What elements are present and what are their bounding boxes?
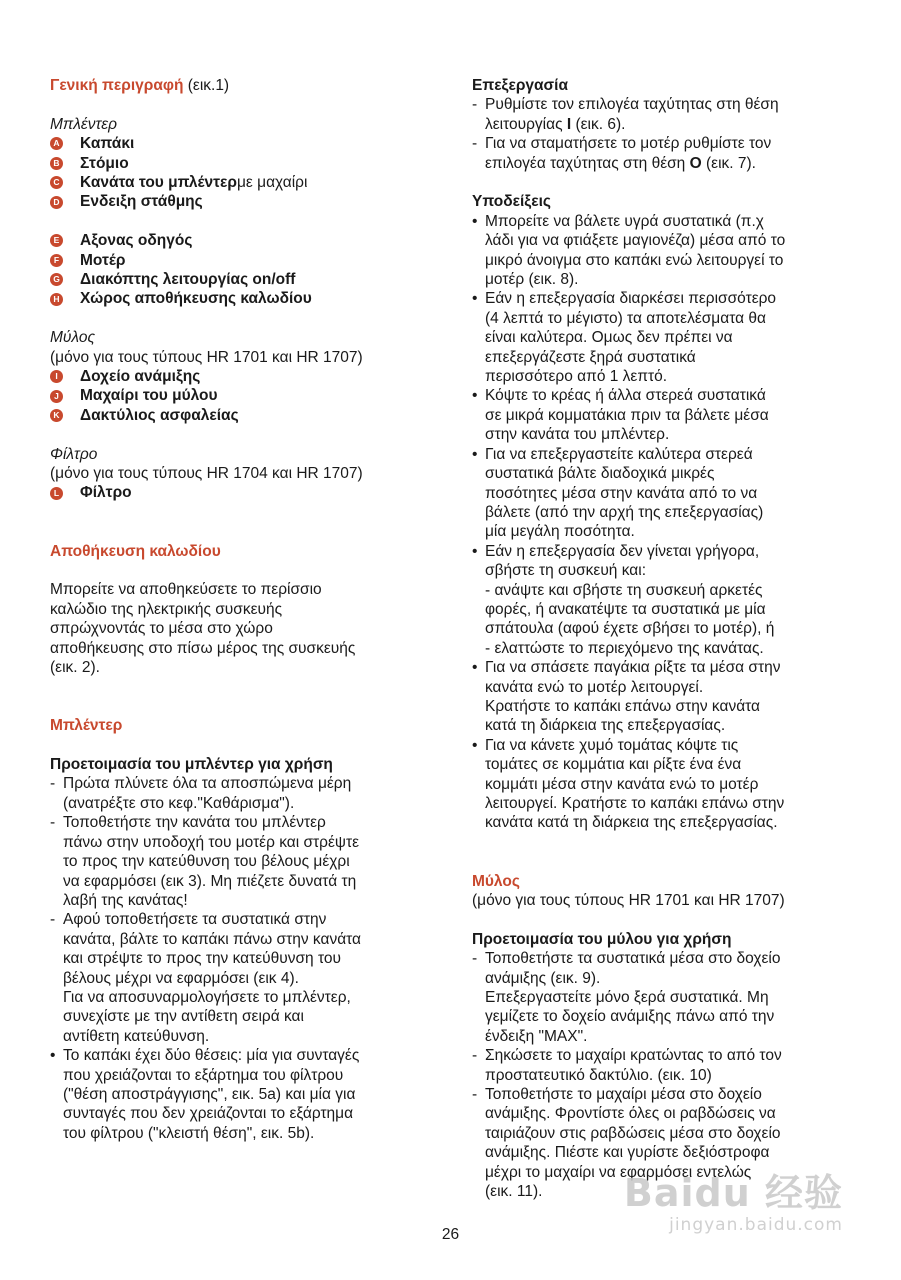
text-line: ένδειξη "MAX". xyxy=(485,1027,588,1045)
text-line: λάδι για να φτιάξετε μαγιονέζα) μέσα από το xyxy=(485,232,786,250)
bullet-marker: • xyxy=(472,387,478,405)
dash-marker: - xyxy=(472,1086,478,1104)
text-line: σε μικρά κομματάκια πριν τα βάλετε μέσα xyxy=(485,406,769,424)
text-line: μία μεγάλη ποσότητα. xyxy=(485,523,635,541)
mill-prep-heading: Προετοιμασία του μύλου για χρήση xyxy=(472,930,732,948)
tip-item xyxy=(472,658,857,736)
text-line: στην κανάτα του μπλέντερ. xyxy=(485,426,670,444)
mill-step xyxy=(472,949,857,1046)
tip-item xyxy=(472,212,857,290)
legend-item xyxy=(50,406,450,425)
legend-part-name: Κανάτα του μπλέντερ xyxy=(80,174,237,192)
text-line: ανάμιξης (εικ. 9). xyxy=(485,969,601,987)
text-line: Πρώτα πλύνετε όλα τα αποσπώμενα μέρη xyxy=(63,775,352,793)
text-line: αντίθετη κατεύθυνση. xyxy=(63,1027,210,1045)
text-line: το προς την κατεύθυνση του βέλους μέχρι xyxy=(63,853,350,871)
tip-item xyxy=(472,542,857,658)
text-line: ανάμιξης. Πιέστε και γυρίστε δεξιόστροφα xyxy=(485,1144,770,1162)
letter-badge: J xyxy=(50,390,63,403)
text-line: ποσότητες μέσα στην κανάτα από το να xyxy=(485,484,758,502)
text-line: βέλους μέχρι να εφαρμόσει (εικ 4). xyxy=(63,969,299,987)
legend-item xyxy=(50,289,450,308)
instruction-item xyxy=(50,910,450,1046)
text-line: Για να σπάσετε παγάκια ρίξτε τα μέσα στην xyxy=(485,659,781,677)
letter-badge: F xyxy=(50,254,63,267)
bullet-marker: • xyxy=(472,212,478,230)
parts-list-a xyxy=(50,134,450,212)
list-marker: • xyxy=(50,1047,56,1065)
text-line: πάνω στην υποδοχή του μοτέρ και στρέψτε xyxy=(63,833,359,851)
text-line: τομάτες σε κομμάτια και ρίξτε ένα ένα xyxy=(485,756,742,774)
dash-marker: - xyxy=(472,950,478,968)
dash-marker: - xyxy=(472,1047,478,1065)
text-line: να εφαρμόσει (εικ 3). Μη πιέζετε δυνατά τη xyxy=(63,872,357,890)
watermark-url: jingyan.baidu.com xyxy=(669,1215,843,1235)
text-line: αποθήκευσης στο πίσω μέρος της συσκευής xyxy=(50,639,356,657)
text-line: συνεχίστε με την αντίθετη σειρά και xyxy=(63,1008,304,1026)
filter-note: (μόνο για τους τύπους HR 1704 και HR 1707) xyxy=(50,465,363,483)
filter-subtitle: Φίλτρο xyxy=(50,445,98,463)
text-line: Τοποθετήστε τα συστατικά μέσα στο δοχείο xyxy=(485,950,781,968)
legend-item xyxy=(50,386,450,405)
text-line: Αφού τοποθετήσετε τα συστατικά στην xyxy=(63,911,327,929)
text-line: λειτουργεί. Κρατήστε το καπάκι επάνω στην xyxy=(485,795,785,813)
text-line: Τοποθετήστε την κανάτα του μπλέντερ xyxy=(63,814,326,832)
legend-item xyxy=(50,483,450,502)
letter-badge: C xyxy=(50,176,63,189)
text-line: - ανάψτε και σβήστε τη συσκευή αρκετές xyxy=(485,581,763,599)
legend-part-name: Χώρος αποθήκευσης καλωδίου xyxy=(80,290,312,308)
letter-badge: K xyxy=(50,409,63,422)
right-column xyxy=(472,76,857,1202)
text-line: βάλετε (από την αρχή της επεξεργασίας) xyxy=(485,503,764,521)
text-line: Μπορείτε να αποθηκεύσετε το περίσσιο xyxy=(50,581,322,599)
text-line: μικρό άνοιγμα στο καπάκι ενώ λειτουργεί το xyxy=(485,251,784,269)
text-line: μοτέρ (εικ. 8). xyxy=(485,271,579,289)
legend-item xyxy=(50,134,450,153)
text-line: Για να κάνετε χυμό τομάτας κόψτε τις xyxy=(485,736,739,754)
text-line: είναι καλύτερα. Ομως δεν πρέπει να xyxy=(485,329,733,347)
legend-item xyxy=(50,154,450,173)
legend-part-name: Φίλτρο xyxy=(80,484,132,502)
text-line: κομμάτι μέσα στην κανάτα ενώ το μοτέρ xyxy=(485,775,759,793)
text-line: κατά τη διάρκεια της επεξεργασίας. xyxy=(485,717,726,735)
text-line: Μπορείτε να βάλετε υγρά συστατικά (π.χ xyxy=(485,212,764,230)
letter-badge: G xyxy=(50,273,63,286)
tip-item xyxy=(472,386,857,444)
instruction-item xyxy=(50,813,450,910)
mill-heading: Μύλος xyxy=(472,872,520,890)
bullet-marker: • xyxy=(472,445,478,463)
legend-item xyxy=(50,173,450,192)
text-line: Κρατήστε το καπάκι επάνω στην κανάτα xyxy=(485,697,761,715)
letter-badge: I xyxy=(50,370,63,383)
text-line: και στρέψτε το προς την κατεύθυνση του xyxy=(63,950,341,968)
letter-badge: A xyxy=(50,137,63,150)
legend-part-name: Καπάκι xyxy=(80,135,135,153)
text-line: ανάμιξης. Φροντίστε όλες οι ραβδώσεις να xyxy=(485,1105,776,1123)
text-line: κανάτα, βάλτε το καπάκι πάνω στην κανάτα xyxy=(63,930,362,948)
text-line: γεμίζετε το δοχείο ανάμιξης πάνω από την xyxy=(485,1008,775,1026)
text-line: επεξεργάζεστε ξηρά συστατικά xyxy=(485,348,696,366)
text-line: σβήστε τη συσκευή και: xyxy=(485,562,647,580)
text-line: προστατευτικό δακτύλιο. (εικ. 10) xyxy=(485,1066,712,1084)
legend-item xyxy=(50,367,450,386)
text-line: κανάτα κατά τη διάρκεια της επεξεργασίας. xyxy=(485,814,778,832)
blender-subtitle: Μπλέντερ xyxy=(50,115,117,133)
text-line: μέχρι το μαχαίρι να εφαρμόσει εντελώς xyxy=(485,1163,752,1181)
list-marker: - xyxy=(50,911,56,929)
legend-item xyxy=(50,231,450,250)
bullet-marker: • xyxy=(472,542,478,560)
legend-item xyxy=(50,270,450,289)
watermark-logo: Baidu 经验 xyxy=(623,1171,843,1215)
letter-badge: L xyxy=(50,487,63,500)
legend-item xyxy=(50,192,450,211)
text-line: (εικ. 2). xyxy=(50,659,100,677)
text-line: περισσότερο από 1 λεπτό. xyxy=(485,368,668,386)
left-column xyxy=(50,76,450,1143)
legend-part-name: Ενδειξη στάθμης xyxy=(80,193,203,211)
legend-item xyxy=(50,251,450,270)
mill-subtitle: Μύλος xyxy=(50,329,96,347)
blender-prep-list xyxy=(50,774,450,1143)
text-line: που χρειάζονται το εξάρτημα του φίλτρου xyxy=(63,1066,344,1084)
legend-part-name: Μαχαίρι του μύλου xyxy=(80,387,218,405)
processing-step: - Για να σταματήσετε το μοτέρ ρυθμίστε τον επιλογέα ταχύτητας στη θέση O (εικ. 7). xyxy=(472,135,772,172)
text-line: (4 λεπτά το μέγιστο) τα αποτελέσματα θα xyxy=(485,309,766,327)
parts-list-d xyxy=(50,483,450,502)
letter-badge: E xyxy=(50,234,63,247)
text-line: Επεξεργαστείτε μόνο ξερά συστατικά. Μη xyxy=(485,989,769,1007)
bullet-marker: • xyxy=(472,290,478,308)
text-line: σπρώχνοντάς το μέσα στο χώρο xyxy=(50,620,273,638)
letter-badge: D xyxy=(50,196,63,209)
text-line: συνταγές που δεν χρειάζονται το εξάρτημα xyxy=(63,1105,354,1123)
tips-list xyxy=(472,212,857,833)
letter-badge: B xyxy=(50,157,63,170)
mill-note-right: (μόνο για τους τύπους HR 1701 και HR 1707) xyxy=(472,892,785,910)
legend-part-name: Δακτύλιος ασφαλείας xyxy=(80,406,239,424)
text-line: κανάτα ενώ το μοτέρ λειτουργεί. xyxy=(485,678,704,696)
tips-heading: Υποδείξεις xyxy=(472,193,551,211)
tip-item xyxy=(472,289,857,386)
tip-item xyxy=(472,445,857,542)
text-line: - ελαττώστε το περιεχόμενο της κανάτας. xyxy=(485,639,764,657)
text-line: συστατικά βάλτε διαδοχικά μικρές xyxy=(485,465,715,483)
legend-part-name: Διακόπτης λειτουργίας on/off xyxy=(80,271,296,289)
mill-step xyxy=(472,1046,857,1085)
text-line: του φίλτρου ("κλειστή θέση", εικ. 5b). xyxy=(63,1124,315,1142)
cord-storage-heading: Αποθήκευση καλωδίου xyxy=(50,542,221,560)
blender-heading: Μπλέντερ xyxy=(50,717,123,735)
text-line: Εάν η επεξεργασία δεν γίνεται γρήγορα, xyxy=(485,542,760,560)
text-line: λαβή της κανάτας! xyxy=(63,891,188,909)
legend-part-name: Δοχείο ανάμιξης xyxy=(80,368,201,386)
list-marker: - xyxy=(50,775,56,793)
text-line: Εάν η επεξεργασία διαρκέσει περισσότερο xyxy=(485,290,777,308)
instruction-item xyxy=(50,774,450,813)
text-line: Κόψτε το κρέας ή άλλα στερεά συστατικά xyxy=(485,387,766,405)
text-line: Για να αποσυναρμολογήσετε το μπλέντερ, xyxy=(63,988,351,1006)
general-description-heading: Γενική περιγραφή (εικ.1) xyxy=(50,77,230,94)
parts-list-b xyxy=(50,231,450,309)
legend-part-name: Μοτέρ xyxy=(80,251,126,269)
cord-storage-text xyxy=(50,580,450,677)
processing-heading: Επεξεργασία xyxy=(472,77,568,94)
tip-item xyxy=(472,736,857,833)
text-line: Για να επεξεργαστείτε καλύτερα στερεά xyxy=(485,445,753,463)
text-line: φορές, ή ανακατέψτε τα συστατικά με μία xyxy=(485,600,766,618)
watermark xyxy=(624,1162,843,1235)
text-line: καλώδιο της ηλεκτρικής συσκευής xyxy=(50,600,283,618)
text-line: ταιριάζουν στις ραβδώσεις μέσα στο δοχείο xyxy=(485,1124,781,1142)
blender-prep-heading: Προετοιμασία του μπλέντερ για χρήση xyxy=(50,756,333,774)
text-line: Το καπάκι έχει δύο θέσεις: μία για συνταγές xyxy=(63,1047,360,1065)
mill-note: (μόνο για τους τύπους HR 1701 και HR 1707) xyxy=(50,348,363,366)
text-line: (ανατρέξτε στο κεφ."Καθάρισμα"). xyxy=(63,794,295,812)
legend-part-name: Αξονας οδηγός xyxy=(80,232,193,250)
list-marker: - xyxy=(50,814,56,832)
text-line: Σηκώσετε το μαχαίρι κρατώντας το από τον xyxy=(485,1047,782,1065)
text-line: Τοποθετήστε το μαχαίρι μέσα στο δοχείο xyxy=(485,1086,762,1104)
letter-badge: H xyxy=(50,293,63,306)
legend-part-detail: με μαχαίρι xyxy=(237,174,308,192)
bullet-marker: • xyxy=(472,659,478,677)
bullet-marker: • xyxy=(472,736,478,754)
text-line: σπάτουλα (αφού έχετε σβήσει το μοτέρ), ή xyxy=(485,620,775,638)
legend-part-name: Στόμιο xyxy=(80,154,129,172)
text-line: (εικ. 11). xyxy=(485,1183,543,1201)
instruction-item xyxy=(50,1046,450,1143)
processing-step: - Ρυθμίστε τον επιλογέα ταχύτητας στη θέση λειτουργίας I (εικ. 6). xyxy=(472,96,779,133)
page-number: 26 xyxy=(441,1226,460,1243)
text-line: ("θέση αποστράγγισης", εικ. 5a) και μία για xyxy=(63,1085,356,1103)
parts-list-c xyxy=(50,367,450,425)
